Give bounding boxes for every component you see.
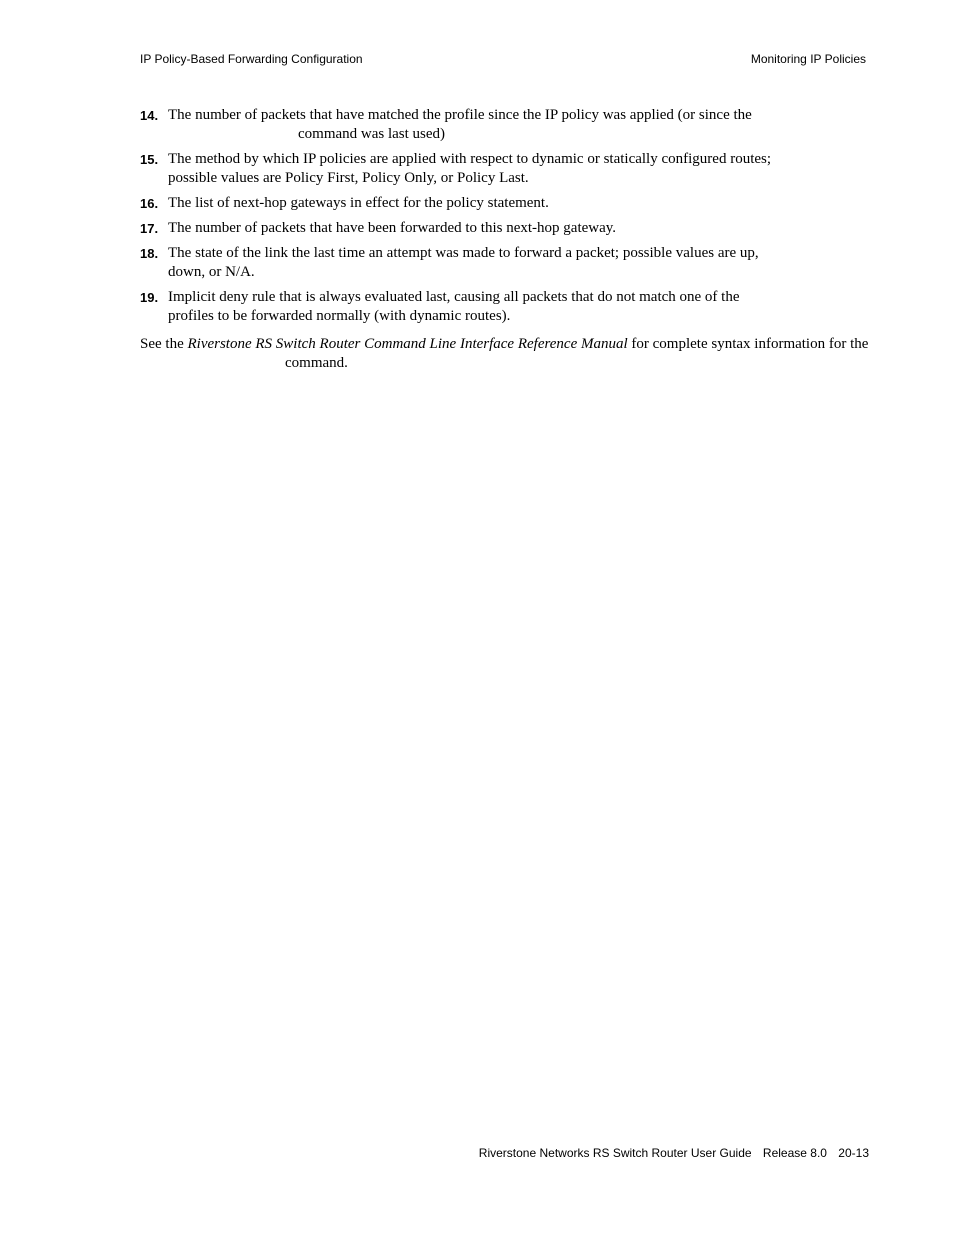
list-item xyxy=(140,288,870,326)
item-number: 19. xyxy=(140,290,159,305)
item-text: The number of packets that have been forwarded to this next-hop gateway. xyxy=(168,220,617,236)
running-header-left: IP Policy-Based Forwarding Configuration xyxy=(140,52,363,66)
reference-middle: for complete syntax information for the xyxy=(627,336,869,352)
footer-guide-title: Riverstone Networks RS Switch Router User Guide xyxy=(478,1146,752,1160)
list-item xyxy=(140,150,870,188)
item-number: 18. xyxy=(140,246,159,261)
item-number: 17. xyxy=(140,221,159,236)
list-item xyxy=(140,194,870,213)
item-text: The state of the link the last time an attempt was made to forward a packet; possible values are up, down, or N/A. xyxy=(168,245,759,280)
item-number: 14. xyxy=(140,108,159,123)
reference-suffix: command. xyxy=(285,355,348,371)
item-text xyxy=(168,106,788,144)
reference-paragraph xyxy=(140,335,870,373)
footer-release: Release 8.0 xyxy=(762,1146,827,1160)
footer-page-number: 20-13 xyxy=(838,1146,869,1160)
list-item xyxy=(140,219,870,238)
item-text-line: The number of packets that have matched the profile since the IP policy was applied (or since the xyxy=(168,107,752,123)
item-text: Implicit deny rule that is always evaluated last, causing all packets that do not match one of the profiles to be forwarded normally (with dynamic routes). xyxy=(168,289,740,324)
reference-prefix: See the xyxy=(140,336,188,352)
item-text: The list of next-hop gateways in effect for the policy statement. xyxy=(168,195,549,211)
document-body xyxy=(140,106,870,373)
running-footer xyxy=(479,1146,869,1160)
manual-title: Riverstone RS Switch Router Command Line Interface Reference Manual xyxy=(187,336,628,352)
running-header-right: Monitoring IP Policies xyxy=(750,52,866,66)
item-number: 15. xyxy=(140,152,159,167)
item-text: The method by which IP policies are applied with respect to dynamic or statically configured routes; possible values are Policy First, Policy Only, or Policy Last. xyxy=(168,151,772,186)
item-text-line: command was last used) xyxy=(298,126,446,142)
item-number: 16. xyxy=(140,196,159,211)
list-item xyxy=(140,244,870,282)
list-item xyxy=(140,106,870,144)
